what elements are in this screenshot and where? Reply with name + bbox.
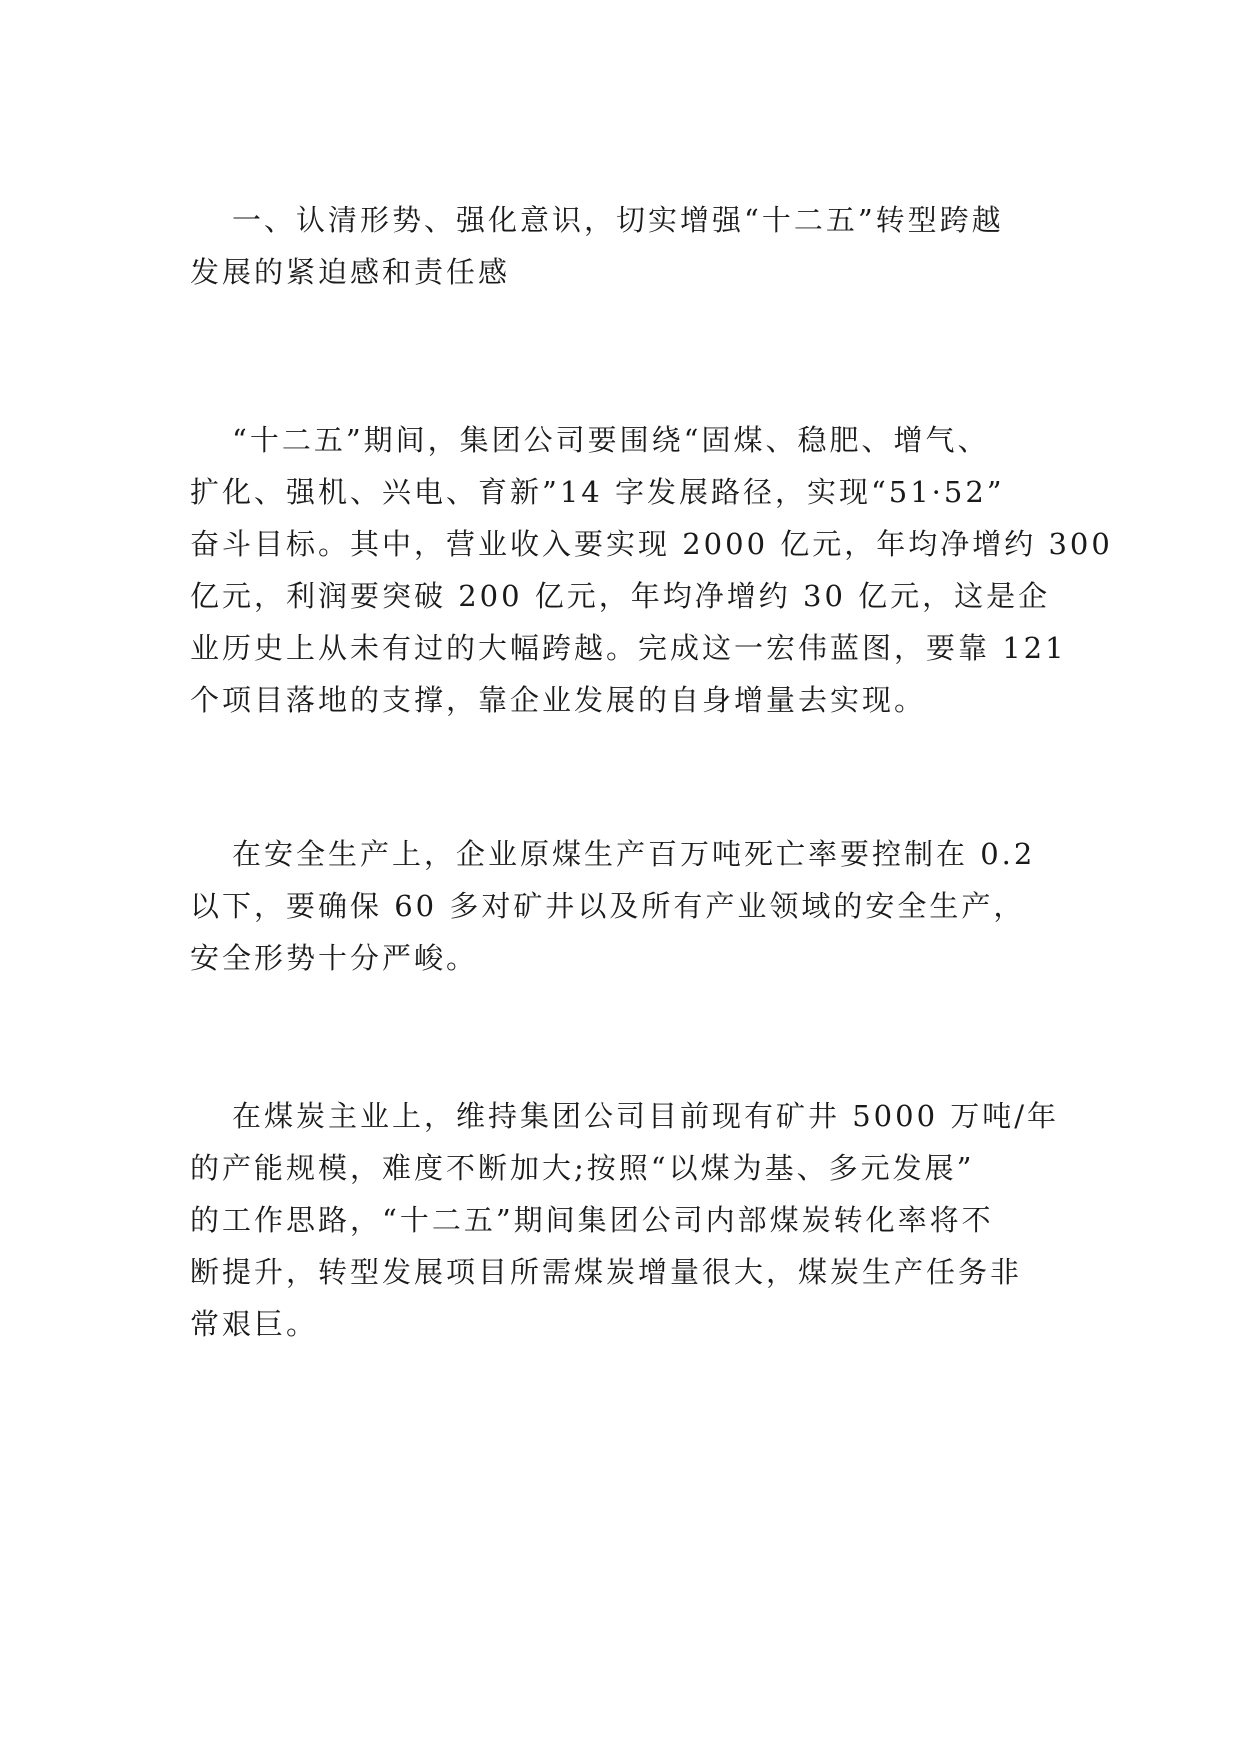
paragraph-line: 亿元，利润要突破 200 亿元，年均净增约 30 亿元，这是企 (190, 579, 1051, 613)
paragraph-line: 的工作思路，“十二五”期间集团公司内部煤炭转化率将不 (190, 1203, 994, 1237)
paragraph-line: 的产能规模，难度不断加大;按照“以煤为基、多元发展” (190, 1151, 975, 1185)
paragraph-line: 扩化、强机、兴电、育新”14 字发展路径，实现“51·52” (190, 475, 1005, 509)
paragraph-line: 在煤炭主业上，维持集团公司目前现有矿井 5000 万吨/年 (232, 1099, 1060, 1133)
paragraph-line: 以下，要确保 60 多对矿井以及所有产业领域的安全生产， (190, 889, 1026, 923)
paragraph-line: 断提升，转型发展项目所需煤炭增量很大，煤炭生产任务非 (190, 1255, 1023, 1289)
paragraph-line: 常艰巨。 (190, 1307, 319, 1341)
paragraph-line: 奋斗目标。其中，营业收入要实现 2000 亿元，年均净增约 300 (190, 527, 1113, 561)
paragraph-line: 在安全生产上，企业原煤生产百万吨死亡率要控制在 0.2 (232, 837, 1036, 871)
paragraph-line: “十二五”期间，集团公司要围绕“固煤、稳肥、增气、 (232, 423, 990, 457)
heading-line: 一、认清形势、强化意识，切实增强“十二五”转型跨越 (232, 203, 1004, 237)
paragraph-line: 业历史上从未有过的大幅跨越。完成这一宏伟蓝图，要靠 121 (190, 631, 1067, 665)
paragraph-line: 安全形势十分严峻。 (190, 941, 479, 975)
heading-line: 发展的紧迫感和责任感 (190, 255, 511, 289)
paragraph-line: 个项目落地的支撑，靠企业发展的自身增量去实现。 (190, 683, 927, 717)
